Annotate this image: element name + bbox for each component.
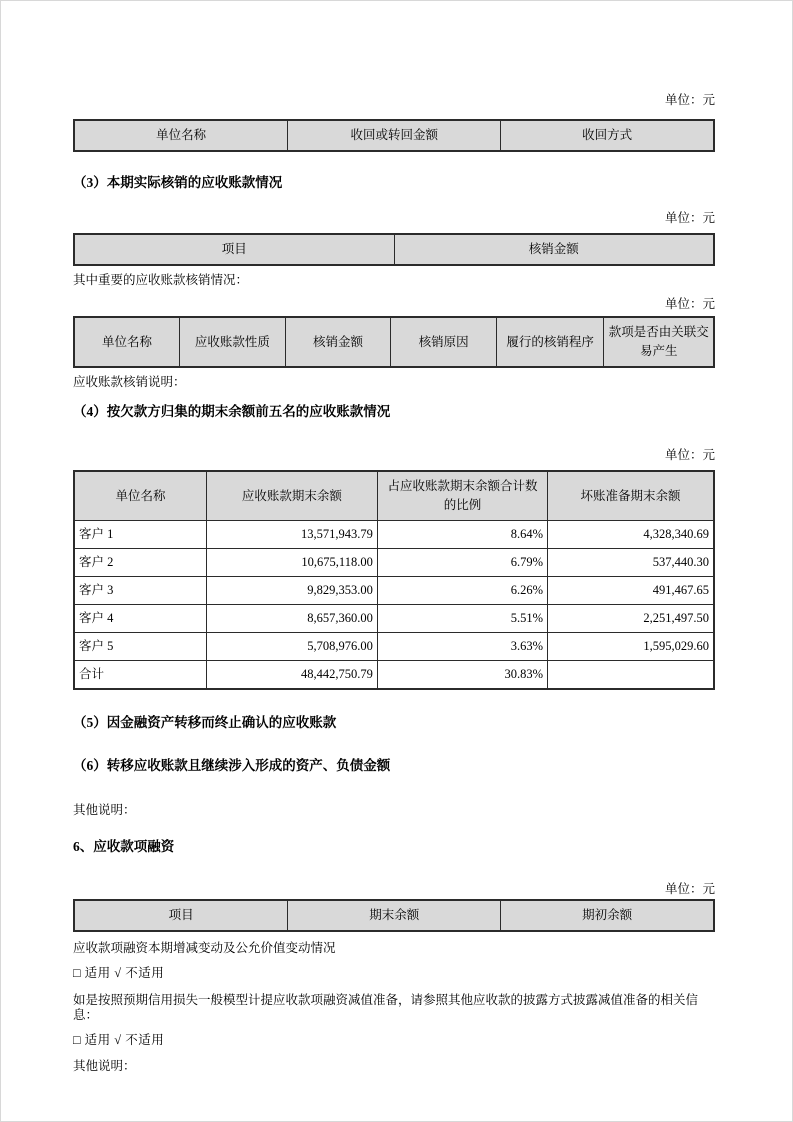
customer-name-cell: 客户 1 xyxy=(74,521,206,549)
table-header-row xyxy=(74,471,714,521)
writeoff-detail-table xyxy=(73,316,715,368)
column-header: 应收账款期末余额 xyxy=(206,471,377,521)
column-header: 款项是否由关联交易产生 xyxy=(604,317,714,367)
unit-label: 单位：元 xyxy=(664,882,715,896)
column-header: 收回方式 xyxy=(501,120,714,151)
ratio-cell: 6.79% xyxy=(377,549,547,577)
important-writeoff-note: 其中重要的应收账款核销情况： xyxy=(73,273,249,287)
column-header: 项目 xyxy=(74,900,288,931)
ending-balance-cell: 10,675,118.00 xyxy=(206,549,377,577)
unit-label: 单位：元 xyxy=(664,93,715,107)
table-header-row xyxy=(74,234,714,265)
applicability-line: □ 适用 √ 不适用 xyxy=(73,966,165,980)
customer-name-cell: 客户 2 xyxy=(74,549,206,577)
column-header: 收回或转回金额 xyxy=(288,120,501,151)
table-row xyxy=(74,549,714,577)
column-header: 占应收账款期末余额合计数的比例 xyxy=(377,471,547,521)
customer-name-cell: 客户 5 xyxy=(74,633,206,661)
unit-label: 单位：元 xyxy=(664,211,715,225)
column-header: 坏账准备期末余额 xyxy=(548,471,714,521)
unit-label: 单位：元 xyxy=(664,448,715,462)
column-header: 履行的核销程序 xyxy=(496,317,604,367)
ratio-cell: 6.26% xyxy=(377,577,547,605)
customer-name-cell: 客户 4 xyxy=(74,605,206,633)
financing-table xyxy=(73,899,715,932)
customer-name-cell: 客户 3 xyxy=(74,577,206,605)
recovery-table xyxy=(73,119,715,152)
ratio-cell: 3.63% xyxy=(377,633,547,661)
bad-debt-provision-cell: 537,440.30 xyxy=(548,549,714,577)
column-header: 核销原因 xyxy=(391,317,497,367)
section-heading-3: （3）本期实际核销的应收账款情况 xyxy=(73,175,283,190)
column-header: 核销金额 xyxy=(285,317,391,367)
table-total-row xyxy=(74,661,714,690)
column-header: 期末余额 xyxy=(288,900,501,931)
section-heading-6: （6）转移应收账款且继续涉入形成的资产、负债金额 xyxy=(73,758,391,773)
ending-balance-cell: 5,708,976.00 xyxy=(206,633,377,661)
column-header: 期初余额 xyxy=(501,900,714,931)
section-heading-4: （4）按欠款方归集的期末余额前五名的应收账款情况 xyxy=(73,404,391,419)
writeoff-explanation-note: 应收账款核销说明： xyxy=(73,375,186,389)
total-label-cell: 合计 xyxy=(74,661,206,690)
table-row xyxy=(74,521,714,549)
bad-debt-provision-cell: 491,467.65 xyxy=(548,577,714,605)
column-header: 单位名称 xyxy=(74,120,288,151)
bad-debt-provision-cell: 1,595,029.60 xyxy=(548,633,714,661)
writeoff-table xyxy=(73,233,715,266)
column-header: 单位名称 xyxy=(74,471,206,521)
total-ending-balance-cell: 48,442,750.79 xyxy=(206,661,377,690)
ending-balance-cell: 9,829,353.00 xyxy=(206,577,377,605)
bad-debt-provision-cell: 2,251,497.50 xyxy=(548,605,714,633)
column-header: 应收账款性质 xyxy=(180,317,286,367)
column-header: 项目 xyxy=(74,234,394,265)
total-bad-debt-cell xyxy=(548,661,714,690)
page-content xyxy=(1,92,792,1074)
column-header: 核销金额 xyxy=(394,234,714,265)
table-row xyxy=(74,633,714,661)
bad-debt-provision-cell: 4,328,340.69 xyxy=(548,521,714,549)
section-heading-5: （5）因金融资产转移而终止确认的应收账款 xyxy=(73,715,337,730)
table-header-row xyxy=(74,900,714,931)
total-ratio-cell: 30.83% xyxy=(377,661,547,690)
financing-change-note: 应收款项融资本期增减变动及公允价值变动情况 xyxy=(73,941,336,955)
unit-label: 单位：元 xyxy=(664,297,715,311)
applicability-line: □ 适用 √ 不适用 xyxy=(73,1033,165,1047)
ending-balance-cell: 8,657,360.00 xyxy=(206,605,377,633)
table-header-row xyxy=(74,120,714,151)
ratio-cell: 8.64% xyxy=(377,521,547,549)
ratio-cell: 5.51% xyxy=(377,605,547,633)
column-header: 单位名称 xyxy=(74,317,180,367)
ecl-model-note: 如是按照预期信用损失一般模型计提应收款项融资减值准备，请参照其他应收款的披露方式披露减值准备的相关信息： xyxy=(73,993,699,1022)
other-note: 其他说明： xyxy=(73,803,136,817)
table-header-row xyxy=(74,317,714,367)
ending-balance-cell: 13,571,943.79 xyxy=(206,521,377,549)
top5-receivables-table xyxy=(73,470,715,690)
table-row xyxy=(74,605,714,633)
table-row xyxy=(74,577,714,605)
other-note: 其他说明： xyxy=(73,1059,136,1073)
receivables-financing-heading: 6、应收款项融资 xyxy=(73,839,175,854)
